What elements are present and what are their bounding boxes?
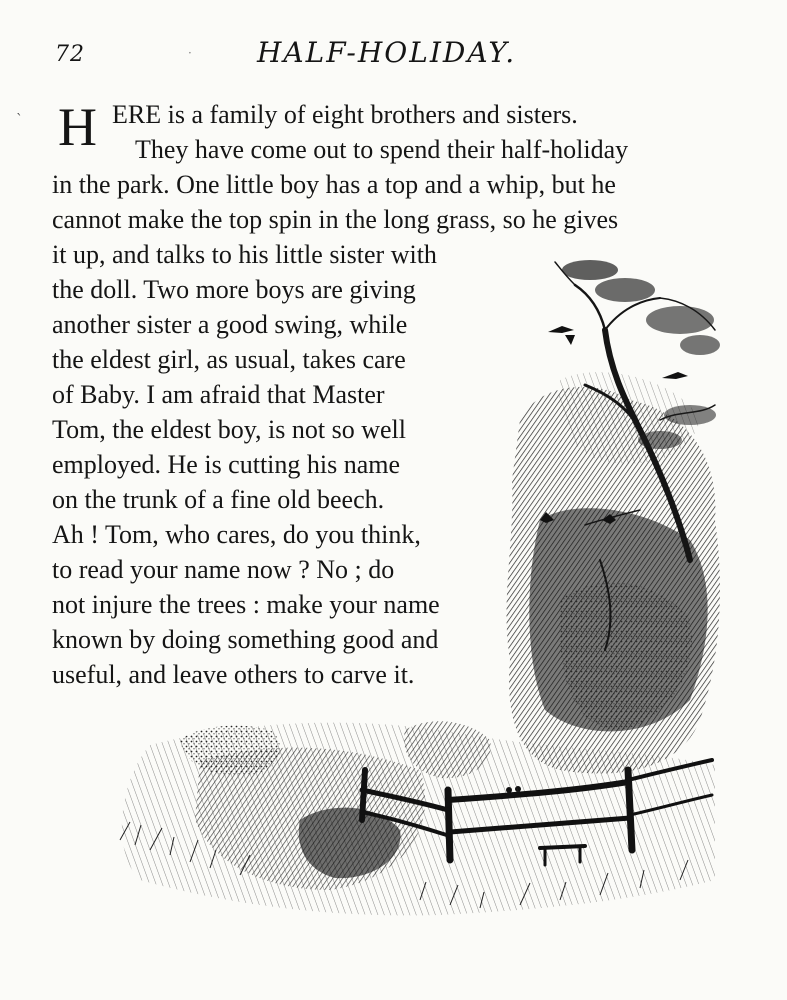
page-number: 72 xyxy=(55,42,85,67)
text-line: useful, and leave others to carve it. xyxy=(52,660,415,689)
running-head: HALF-HOLIDAY. xyxy=(257,36,517,69)
birds xyxy=(506,326,688,793)
drop-cap: H xyxy=(58,97,97,157)
text-line: known by doing something good and xyxy=(52,625,439,654)
left-bushes xyxy=(180,721,491,778)
grass xyxy=(120,822,688,908)
text-line: in the park. One little boy has a top and a whip, but he xyxy=(52,170,616,199)
text-line: not injure the trees : make your name xyxy=(52,590,440,619)
foliage-mass xyxy=(507,387,720,774)
text-line: on the trunk of a fine old beech. xyxy=(52,485,385,514)
text-line: it up, and talks to his little sister with xyxy=(52,240,437,269)
text-line: the doll. Two more boys are giving xyxy=(52,275,416,304)
tree-leaves xyxy=(562,260,720,449)
text-line: cannot make the top spin in the long grass, so he gives xyxy=(52,205,619,234)
text-line: of Baby. I am afraid that Master xyxy=(52,380,385,409)
sky-shading xyxy=(559,372,700,463)
text-line: ERE is a family of eight brothers and sisters. xyxy=(112,100,578,129)
text-line: the eldest girl, as usual, takes care xyxy=(52,345,406,374)
text-line: employed. He is cutting his name xyxy=(52,450,401,479)
rustic-fence xyxy=(362,760,712,865)
text-line: Tom, the eldest boy, is not so well xyxy=(52,415,406,444)
text-line: They have come out to spend their half-holiday xyxy=(135,135,629,164)
text-line: to read your name now ? No ; do xyxy=(52,555,395,584)
tree xyxy=(555,262,715,650)
stray-mark: ˋ xyxy=(16,112,23,128)
foreground-bank xyxy=(122,723,715,916)
text-line: another sister a good swing, while xyxy=(52,310,408,339)
stray-dot: · xyxy=(188,46,192,60)
text-line: Ah ! Tom, who cares, do you think, xyxy=(52,520,421,549)
